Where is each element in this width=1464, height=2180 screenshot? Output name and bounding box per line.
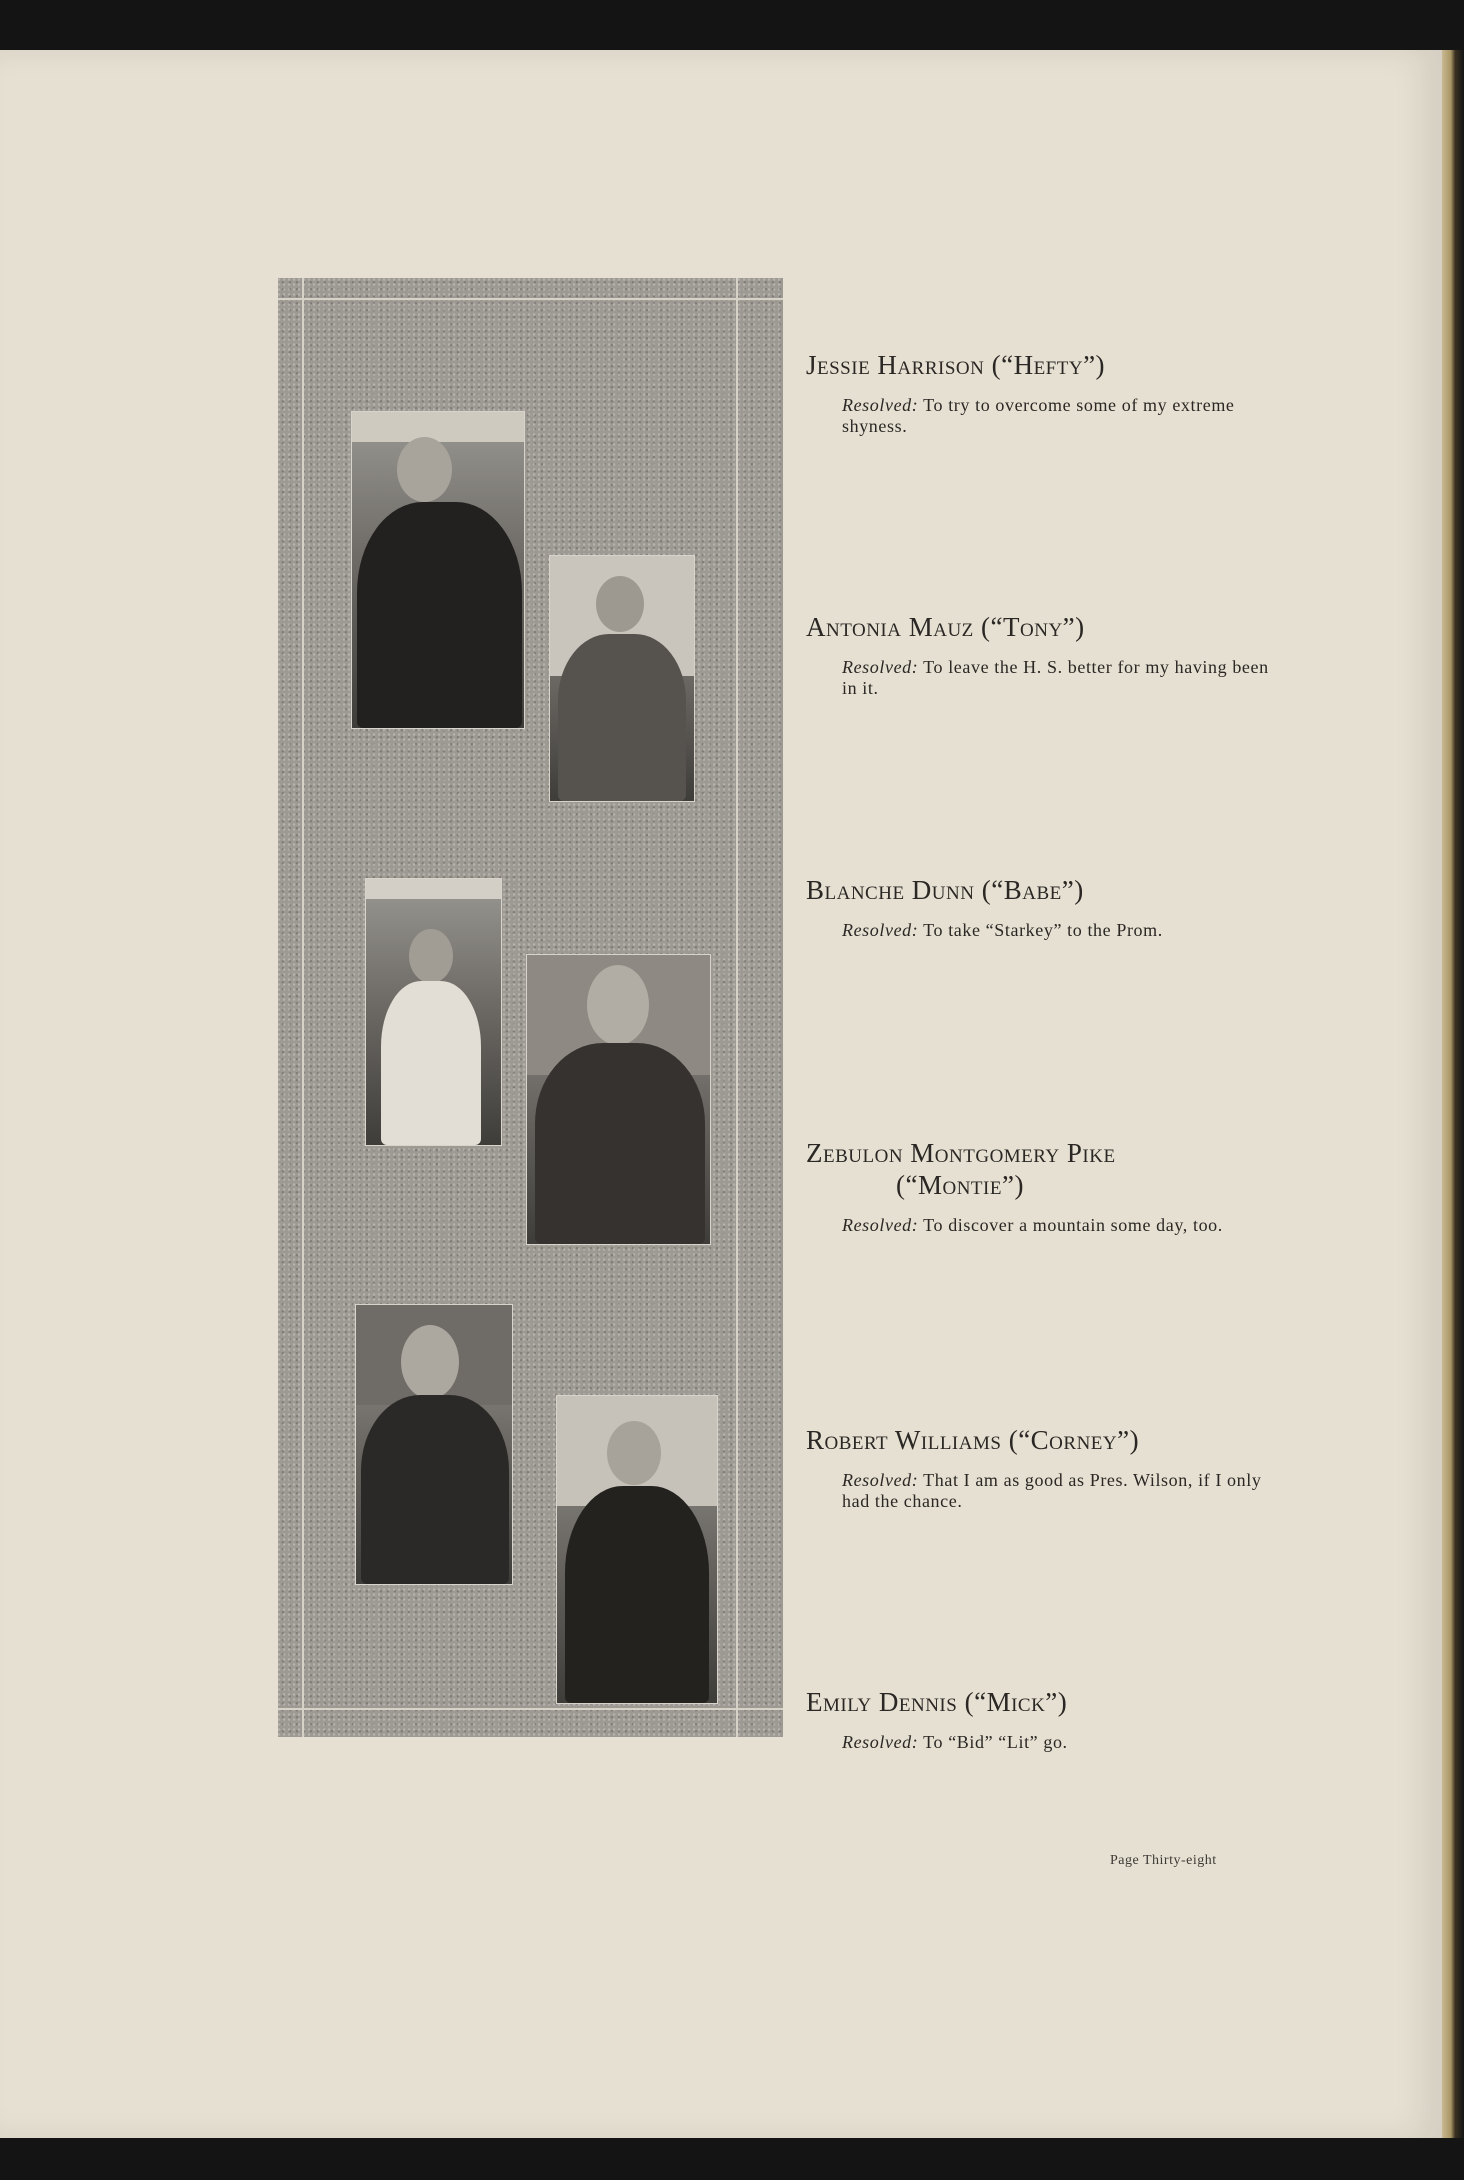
portrait-photo: [365, 878, 502, 1146]
portrait-photo: [351, 411, 525, 729]
resolution: Resolved: To take “Starkey” to the Prom.: [842, 920, 1163, 940]
senior-entry: [806, 1137, 1276, 1236]
panel-inner-border-right: [736, 278, 738, 1737]
resolution: Resolved: That I am as good as Pres. Wilson, if I only had the chance.: [842, 1470, 1262, 1511]
nickname: (“Corney”): [1008, 1425, 1140, 1455]
nickname: (“Hefty”): [991, 350, 1106, 380]
page-number: Page Thirty-eight: [1110, 1853, 1217, 1868]
resolution: Resolved: To leave the H. S. better for my having been in it.: [842, 657, 1269, 698]
nickname: (“Montie”): [896, 1170, 1024, 1200]
student-name: Jessie Harrison (“Hefty”): [806, 350, 1106, 380]
panel-inner-border-left: [302, 278, 304, 1737]
book-spine-edge: [1442, 50, 1464, 2138]
resolution: Resolved: To “Bid” “Lit” go.: [842, 1732, 1068, 1752]
resolution: Resolved: To discover a mountain some day, too.: [842, 1215, 1223, 1235]
senior-entry: [806, 1686, 1276, 1753]
photo-panel: [278, 278, 783, 1737]
senior-entry: [806, 1424, 1276, 1512]
student-name: Robert Williams (“Corney”): [806, 1425, 1140, 1455]
resolution: Resolved: To try to overcome some of my extreme shyness.: [842, 395, 1235, 436]
portrait-photo: [355, 1304, 513, 1585]
senior-entry: [806, 874, 1276, 941]
panel-inner-border-bottom: [278, 1708, 783, 1710]
portrait-photo: [556, 1395, 718, 1704]
senior-entry: [806, 611, 1276, 699]
panel-inner-border-top: [278, 298, 783, 300]
student-name: Zebulon Montgomery Pike (“Montie”): [806, 1138, 1116, 1200]
senior-entry: [806, 349, 1276, 437]
nickname: (“Mick”): [964, 1687, 1068, 1717]
student-name: Emily Dennis (“Mick”): [806, 1687, 1068, 1717]
nickname: (“Tony”): [981, 612, 1085, 642]
portrait-photo: [526, 954, 711, 1245]
student-name: Blanche Dunn (“Babe”): [806, 875, 1084, 905]
portrait-photo: [549, 555, 695, 802]
nickname: (“Babe”): [981, 875, 1084, 905]
student-name: Antonia Mauz (“Tony”): [806, 612, 1085, 642]
